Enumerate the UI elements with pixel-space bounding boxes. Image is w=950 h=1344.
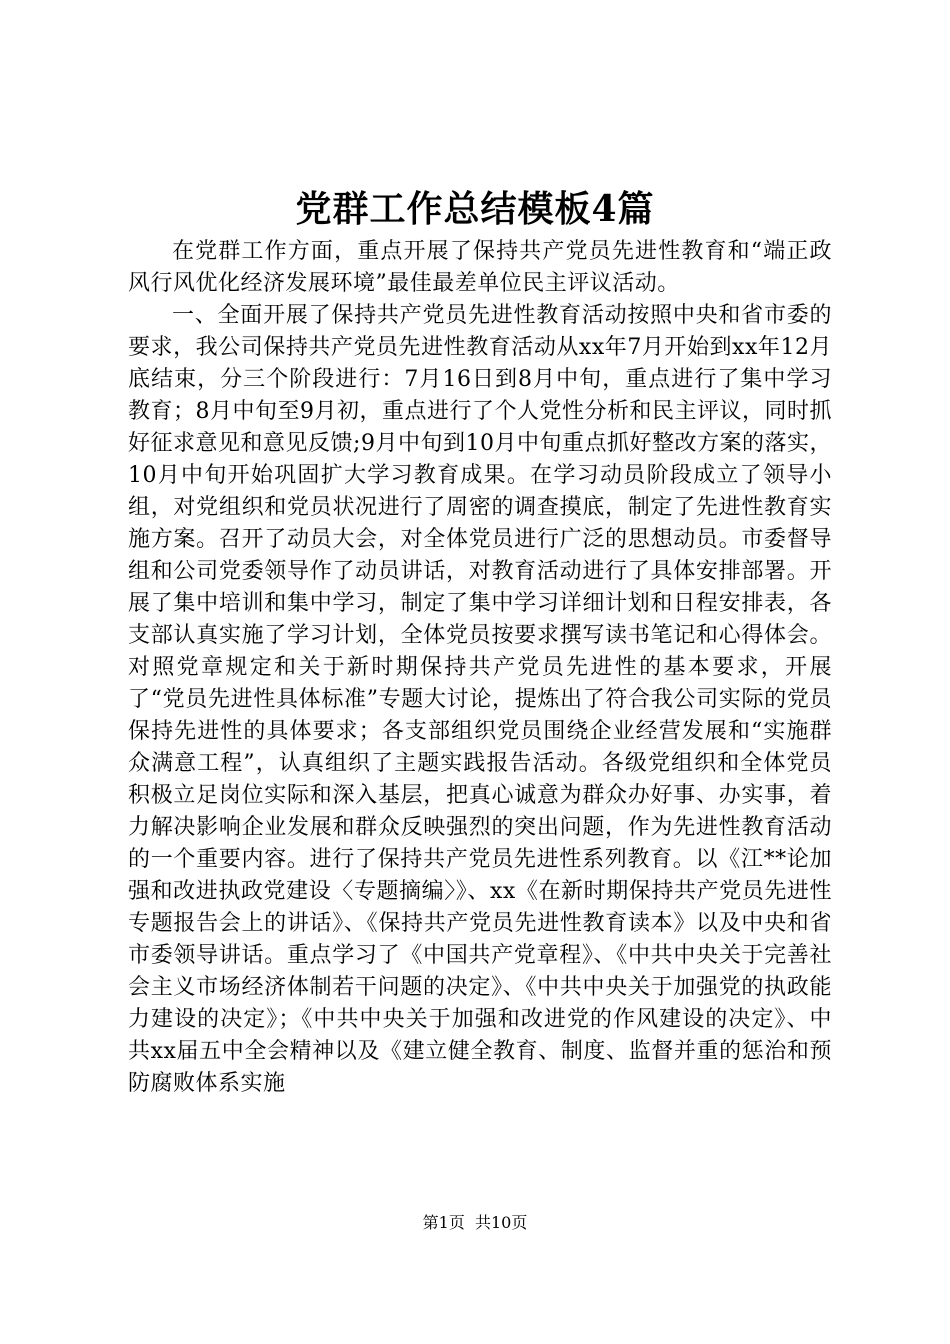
document-body [128, 236, 832, 1100]
paragraph-intro: 在党群工作方面，重点开展了保持共产党员先进性教育和“端正政风行风优化经济发展环境”最佳最差单位民主评议活动。 [128, 239, 832, 296]
paragraph-section-one: 一、全面开展了保持共产党员先进性教育活动按照中央和省市委的要求，我公司保持共产党员先进性教育活动从xx年7月开始到xx年12月底结束，分三个阶段进行：7月16日到8月中旬，重点进行了集中学习教育；8月中旬至9月初，重点进行了个人党性分析和民主评议，同时抓好征求意见和意见反馈;9月中旬到10月中旬重点抓好整改方案的落实，10月中旬开始巩固扩大学习教育成果。在学习动员阶段成立了领导小组，对党组织和党员状况进行了周密的调查摸底，制定了先进性教育实施方案。召开了动员大会，对全体党员进行广泛的思想动员。市委督导组和公司党委领导作了动员讲话，对教育活动进行了具体安排部署。开展了集中培训和集中学习，制定了集中学习详细计划和日程安排表，各支部认真实施了学习计划，全体党员按要求撰写读书笔记和心得体会。对照党章规定和关于新时期保持共产党员先进性的基本要求，开展了“党员先进性具体标准”专题大讨论，提炼出了符合我公司实际的党员保持先进性的具体要求；各支部组织党员围绕企业经营发展和“实施群众满意工程”，认真组织了主题实践报告活动。各级党组织和全体党员积极立足岗位实际和深入基层，把真心诚意为群众办好事、办实事，着力解决影响企业发展和群众反映强烈的突出问题，作为先进性教育活动的一个重要内容。进行了保持共产党员先进性系列教育。以《江**论加强和改进执政党建设〈专题摘编〉》、xx《在新时期保持共产党员先进性专题报告会上的讲话》、《保持共产党员先进性教育读本》以及中央和省市委领导讲话。重点学习了《中国共产党章程》、《中共中央关于完善社会主义市场经济体制若干问题的决定》、《中共中央关于加强党的执政能力建设的决定》；《中共中央关于加强和改进党的作风建设的决定》、中共xx届五中全会精神以及《建立健全教育、制度、监督并重的惩治和预防腐败体系实施 [128, 303, 832, 1096]
page-number-footer: 第1页 共10页 [422, 1213, 528, 1232]
document-title: 党群工作总结模板4篇 [295, 188, 655, 230]
